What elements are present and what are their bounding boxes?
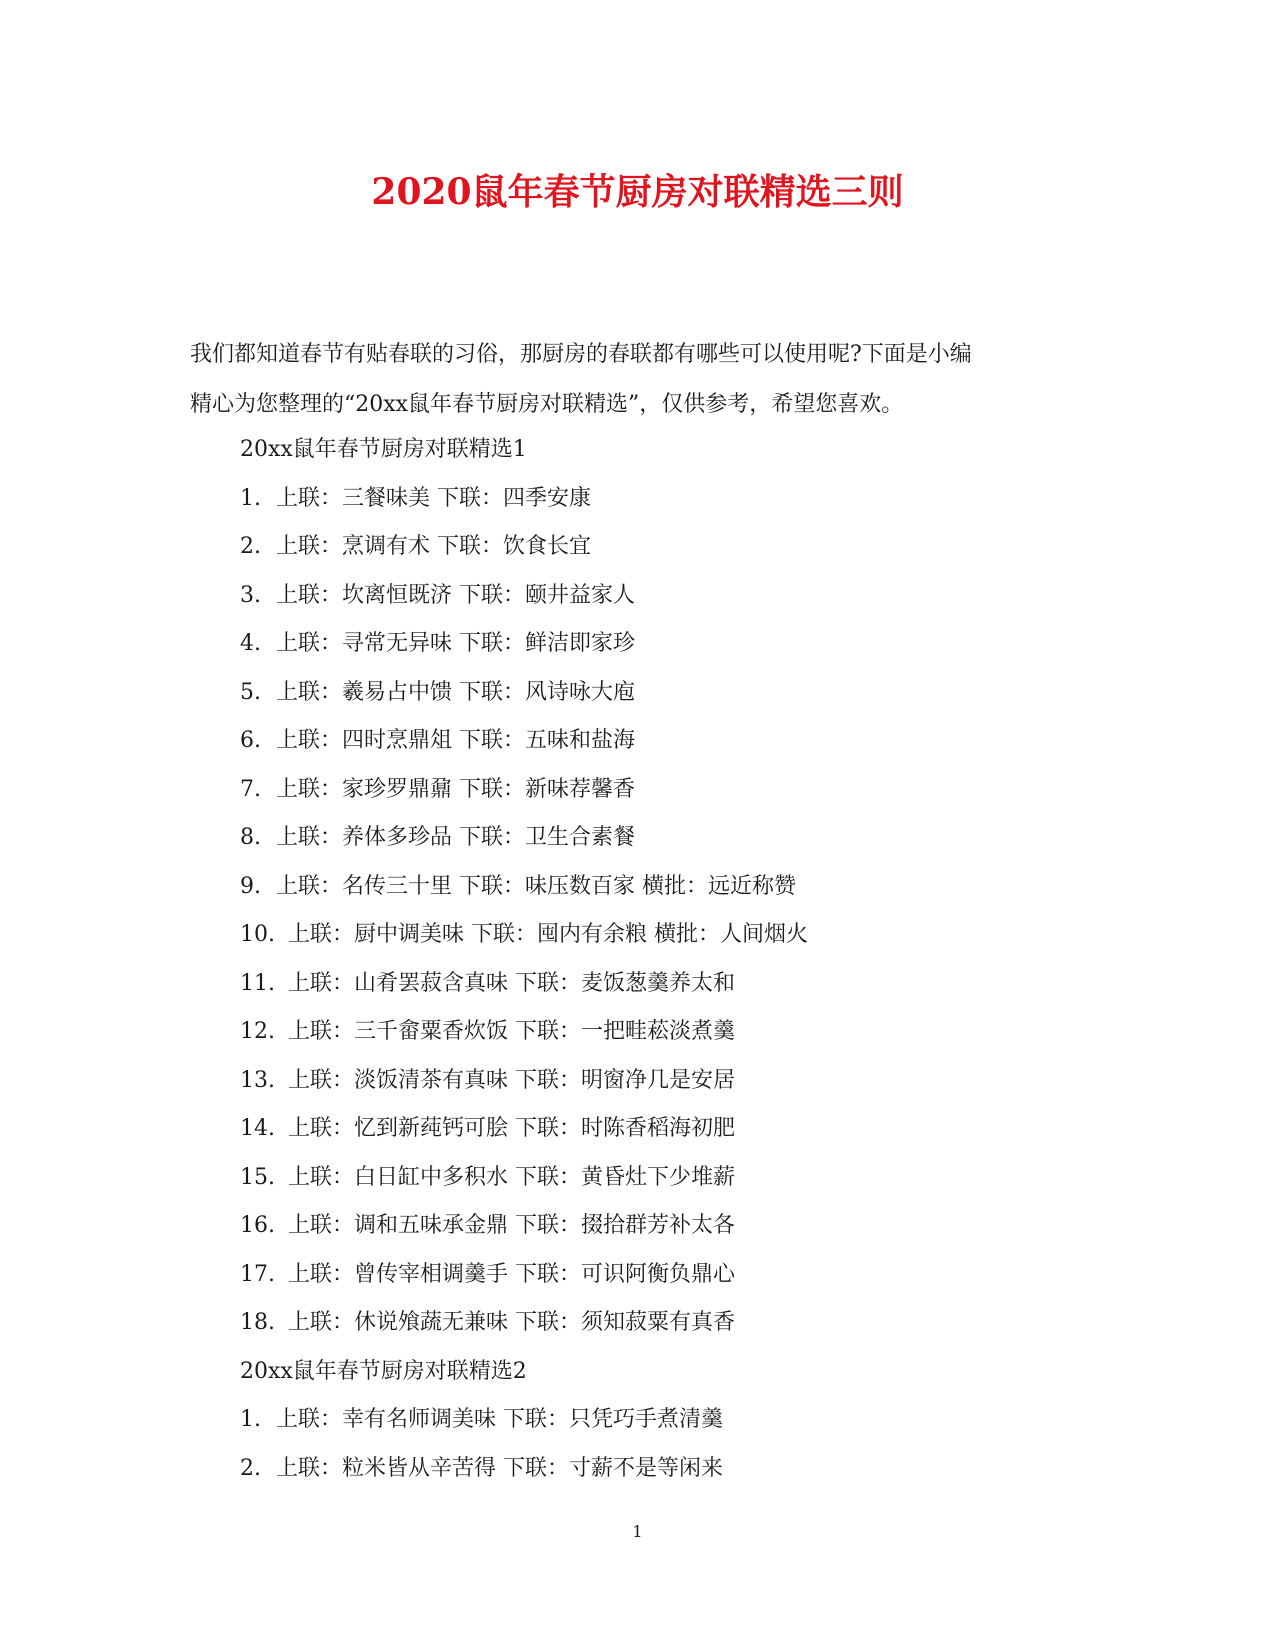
- item-number: 12.: [240, 1019, 275, 1044]
- item-number: 4.: [240, 631, 261, 656]
- section-heading: 20xx鼠年春节厨房对联精选1: [240, 437, 527, 462]
- couplet-text: 上联：寻常无异味 下联：鲜洁即家珍: [276, 631, 635, 656]
- couplet-text: 上联：调和五味承金鼎 下联：掇拾群芳补太各: [288, 1213, 735, 1238]
- item-number: 2.: [240, 1455, 261, 1481]
- item-number: 15.: [240, 1164, 275, 1190]
- list-item: [240, 1251, 1140, 1300]
- item-number: 2.: [240, 534, 261, 559]
- item-number: 13.: [240, 1067, 275, 1093]
- list-item: [240, 1057, 1140, 1106]
- list-item: [240, 669, 1140, 718]
- list-item: [240, 620, 1140, 669]
- list-item: [240, 572, 1140, 621]
- list-item: [240, 1105, 1140, 1154]
- intro-line: 精心为您整理的“20xx鼠年春节厨房对联精选”，仅供参考，希望您喜欢。: [190, 392, 904, 417]
- item-number: 17.: [240, 1261, 275, 1287]
- list-item: [240, 1445, 1140, 1494]
- list-item: [240, 475, 1140, 524]
- item-number: 16.: [240, 1213, 275, 1238]
- couplet-text: 上联：山肴罢菽含真味 下联：麦饭葱羹养太和: [288, 970, 735, 996]
- couplet-text: 上联：休说飧蔬无兼味 下联：须知菽粟有真香: [288, 1310, 735, 1335]
- item-number: 18.: [240, 1310, 275, 1335]
- couplet-text: 上联：四时烹鼎俎 下联：五味和盐海: [276, 728, 635, 753]
- couplet-text: 上联：白日缸中多积水 下联：黄昏灶下少堆薪: [288, 1164, 735, 1190]
- couplet-text: 上联：烹调有术 下联：饮食长宜: [276, 534, 591, 559]
- item-number: 8.: [240, 825, 261, 850]
- list-item: [240, 523, 1140, 572]
- couplet-text: 上联：忆到新莼钙可脍 下联：时陈香稻海初肥: [288, 1116, 735, 1141]
- couplet-text: 上联：坎离恒既济 下联：颐井益家人: [276, 582, 635, 608]
- couplet-text: 上联：羲易占中馈 下联：风诗咏大庖: [276, 679, 635, 705]
- list-item: [240, 1008, 1140, 1057]
- item-number: 1.: [240, 1407, 261, 1432]
- item-number: 3.: [240, 582, 261, 608]
- list-item: [240, 1299, 1140, 1348]
- item-number: 10.: [240, 922, 275, 947]
- item-number: 14.: [240, 1116, 275, 1141]
- list-item: [240, 717, 1140, 766]
- couplet-content: [240, 426, 1140, 1493]
- page-number: 1: [632, 1522, 643, 1541]
- intro-paragraph: [190, 330, 1090, 430]
- item-number: 11.: [240, 970, 275, 996]
- section-heading: 20xx鼠年春节厨房对联精选2: [240, 1358, 527, 1384]
- item-number: 5.: [240, 679, 261, 705]
- item-number: 9.: [240, 873, 261, 899]
- list-item: [240, 1396, 1140, 1445]
- list-item: [240, 766, 1140, 815]
- list-item: [240, 863, 1140, 912]
- list-item: [240, 814, 1140, 863]
- document-title: 2020鼠年春节厨房对联精选三则: [371, 171, 904, 213]
- intro-line: 我们都知道春节有贴春联的习俗，那厨房的春联都有哪些可以使用呢?下面是小编: [190, 342, 972, 367]
- couplet-text: 上联：三千畲粟香炊饭 下联：一把畦菘淡煮羹: [288, 1019, 735, 1044]
- couplet-text: 上联：曾传宰相调羹手 下联：可识阿衡负鼎心: [288, 1261, 735, 1287]
- item-number: 7.: [240, 776, 261, 802]
- couplet-text: 上联：养体多珍品 下联：卫生合素餐: [276, 825, 635, 850]
- list-item: [240, 960, 1140, 1009]
- couplet-text: 上联：幸有名师调美味 下联：只凭巧手煮清羹: [276, 1407, 723, 1432]
- couplet-text: 上联：家珍罗鼎鼐 下联：新味荐馨香: [276, 776, 635, 802]
- couplet-text: 上联：名传三十里 下联：味压数百家 横批：远近称赞: [276, 873, 796, 899]
- item-number: 1.: [240, 485, 261, 511]
- list-item: [240, 1202, 1140, 1251]
- couplet-text: 上联：厨中调美味 下联：囤内有余粮 横批：人间烟火: [288, 922, 808, 947]
- list-item: [240, 911, 1140, 960]
- couplet-text: 上联：粒米皆从辛苦得 下联：寸薪不是等闲来: [276, 1455, 723, 1481]
- list-item: [240, 1154, 1140, 1203]
- couplet-text: 上联：三餐味美 下联：四季安康: [276, 485, 591, 511]
- couplet-text: 上联：淡饭清茶有真味 下联：明窗净几是安居: [288, 1067, 735, 1093]
- item-number: 6.: [240, 728, 261, 753]
